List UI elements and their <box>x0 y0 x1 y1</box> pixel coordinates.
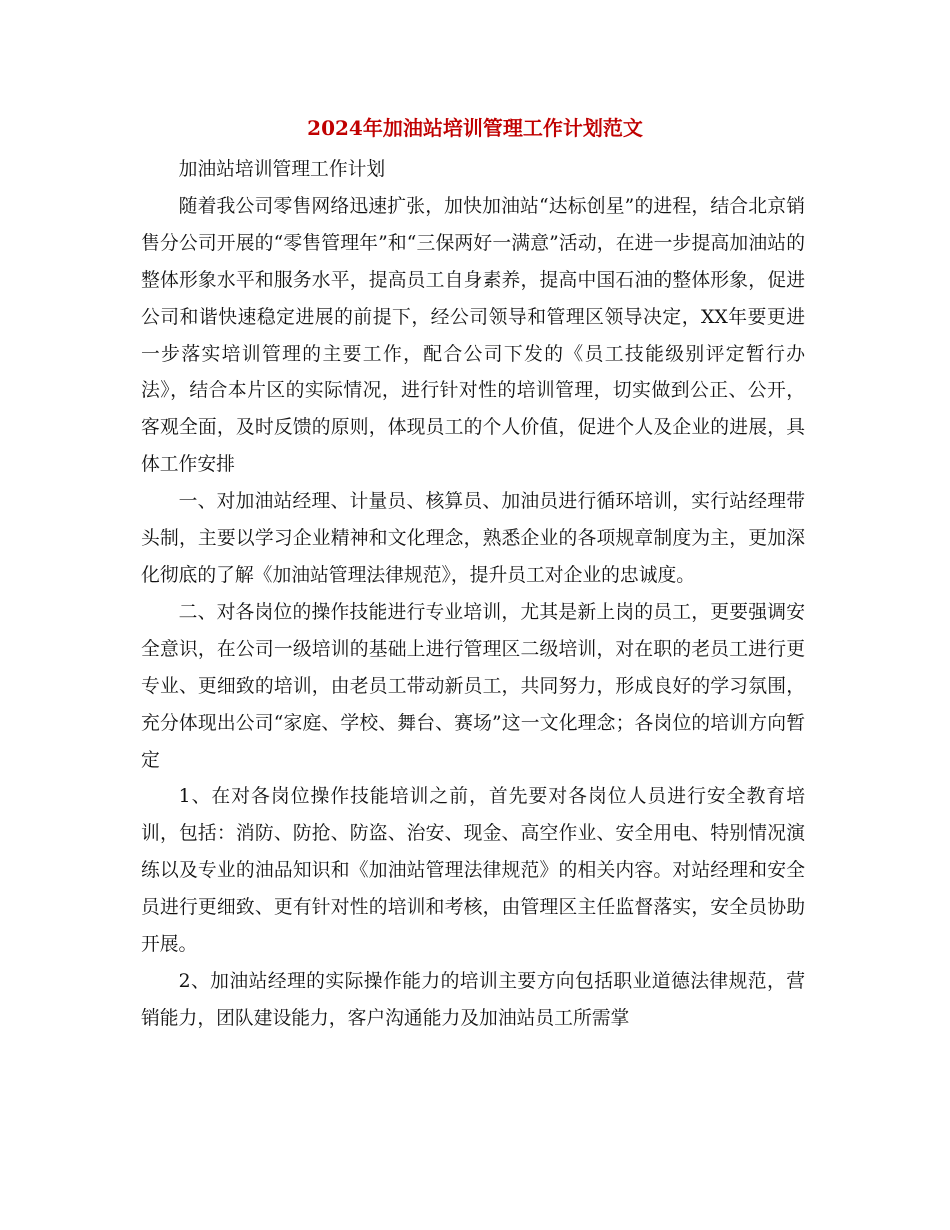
paragraph-section-1: 一、对加油站经理、计量员、核算员、加油员进行循环培训，实行站经理带头制，主要以学习企业精神和文化理念，熟悉企业的各项规章制度为主，更加深化彻底的了解《加油站管理法律规范》，提升员工对企业的忠诚度。 <box>141 491 805 586</box>
document-title: 2024年加油站培训管理工作计划范文 <box>307 116 643 140</box>
paragraph-item-1: 1、在对各岗位操作技能培训之前，首先要对各岗位人员进行安全教育培训，包括：消防、防抢、防盗、治安、现金、高空作业、安全用电、特别情况演练以及专业的油品知识和《加油站管理法律规范》的相关内容。对站经理和安全员进行更细致、更有针对性的培训和考核，由管理区主任监督落实，安全员协助开展。 <box>141 786 805 956</box>
paragraph-subtitle: 加油站培训管理工作计划 <box>178 159 386 180</box>
paragraph-intro: 随着我公司零售网络迅速扩张，加快加油站“达标创星”的进程，结合北京销售分公司开展的“零售管理年”和“三保两好一满意”活动，在进一步提高加油站的整体形象水平和服务水平，提高员工自身素养，提高中国石油的整体形象，促进公司和谐快速稳定进展的前提下，经公司领导和管理区领导决定，XX年要更进一步落实培训管理的主要工作，配合公司下发的《员工技能级别评定暂行办法》，结合本片区的实际情况，进行针对性的培训管理，切实做到公正、公开，客观全面，及时反馈的原则，体现员工的个人价值，促进个人及企业的进展，具体工作安排 <box>141 195 805 476</box>
paragraph-item-2: 2、加油站经理的实际操作能力的培训主要方向包括职业道德法律规范，营销能力，团队建设能力，客户沟通能力及加油站员工所需掌 <box>141 970 805 1029</box>
document-body <box>141 152 805 1038</box>
paragraph-section-2: 二、对各岗位的操作技能进行专业培训，尤其是新上岗的员工，更要强调安全意识，在公司一级培训的基础上进行管理区二级培训，对在职的老员工进行更专业、更细致的培训，由老员工带动新员工，共同努力，形成良好的学习氛围，充分体现出公司“家庭、学校、舞台、赛场”这一文化理念；各岗位的培训方向暂定 <box>141 601 805 771</box>
